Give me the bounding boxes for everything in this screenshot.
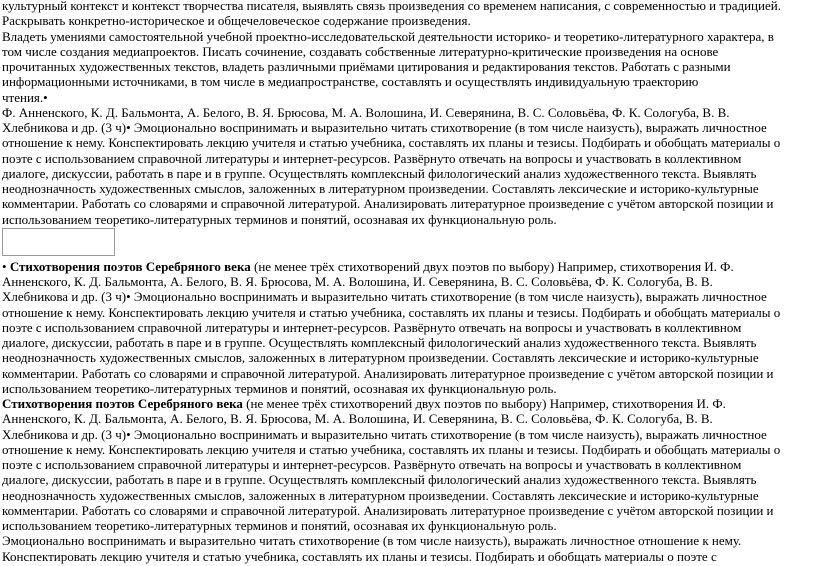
bullet-icon: •: [2, 258, 7, 274]
paragraph-closing: Эмоционально воспринимать и выразительно читать стихотворение (в том числе наизусть), выражать личностное отношение к нему. Конспектировать лекцию учителя и статью учебника, составлять их планы и тезисы. Подбирать и обобщать материалы о поэте с: [2, 533, 742, 564]
paragraph-intro: культурный контекст и контекст творчества писателя, выявлять связь произведения со временем написания, с современностью и традицией. Раскрывать конкретно-историческое и общечеловеческое содержание произведения. Владеть умениями самостоятельной учебной проектно-исследовательской деятельности историко- и теоретико-литературного характера, в том числе создания медиапроектов. Писать сочинение, создавать собственные литературно-критические произведения на основе прочитанных художественных текстов, владеть различными приёмами цитирования и редактирования текстов. Работать с разными информационными источниками, в том числе в медиапространстве, составлять и осуществлять индивидуальную траекторию чтения.• Ф. Анненского, К. Д. Бальмонта, А. Белого, В. Я. Брюсова, М. А. Волошина, И. Северянина, В. С. Соловьёва, Ф. К. Сологуба, В. В. Хлебникова и др. (3 ч)• Эмоционально воспринимать и выразительно читать стихотворение (в том числе наизусть), выражать личностное отношение к нему. Конспектировать лекцию учителя и статью учебника, составлять их планы и тезисы. Подбирать и обобщать материалы о поэте с использованием справочной литературы и интернет-ресурсов. Развёрнуто отвечать на вопросы и участвовать в коллективном диалоге, дискуссии, работать в паре и в группе. Осуществлять комплексный филологический анализ художественного текста. Выявлять неоднозначность художественных смыслов, заложенных в литературном произведении. Составлять лексические и историко-культурные комментарии. Работать со словарями и справочной литературой. Анализировать литературное произведение с учётом авторской позиции и использованием теоретико-литературных терминов и понятий, осознавая их функциональную роль.: [2, 0, 781, 227]
paragraph-silver-age-1: • Стихотворения поэтов Серебряного века (не менее трёх стихотворений двух поэтов по выбору) Например, стихотворения И. Ф. Анненского, К. Д. Бальмонта, А. Белого, В. Я. Брюсова, М. А. Волошина, И. Северянина, В. С. Соловьёва, Ф. К. Сологуба, В. В. Хлебникова и др. (3 ч)• Эмоционально воспринимать и выразительно читать стихотворение (в том числе наизусть), выражать личностное отношение к нему. Конспектировать лекцию учителя и статью учебника, составлять их планы и тезисы. Подбирать и обобщать материалы о поэте с использованием справочной литературы и интернет-ресурсов. Развёрнуто отвечать на вопросы и участвовать в коллективном диалоге, дискуссии, работать в паре и в группе. Осуществлять комплексный филологический анализ художественного текста. Выявлять неоднозначность художественных смыслов, заложенных в литературном произведении. Составлять лексические и историко-культурные комментарии. Работать со словарями и справочной литературой. Анализировать литературное произведение с учётом авторской позиции и использованием теоретико-литературных терминов и понятий, осознавая их функциональную роль.: [2, 258, 781, 396]
bullet-icon: •: [126, 289, 131, 305]
bullet-icon: •: [126, 426, 131, 442]
empty-table-cell: [2, 228, 115, 256]
paragraph-silver-age-2: Стихотворения поэтов Серебряного века (не менее трёх стихотворений двух поэтов по выбору) Например, стихотворения И. Ф. Анненского, К. Д. Бальмонта, А. Белого, В. Я. Брюсова, М. А. Волошина, И. Северянина, В. С. Соловьёва, Ф. К. Сологуба, В. В. Хлебникова и др. (3 ч)• Эмоционально воспринимать и выразительно читать стихотворение (в том числе наизусть), выражать личностное отношение к нему. Конспектировать лекцию учителя и статью учебника, составлять их планы и тезисы. Подбирать и обобщать материалы о поэте с использованием справочной литературы и интернет-ресурсов. Развёрнуто отвечать на вопросы и участвовать в коллективном диалоге, дискуссии, работать в паре и в группе. Осуществлять комплексный филологический анализ художественного текста. Выявлять неоднозначность художественных смыслов, заложенных в литературном произведении. Составлять лексические и историко-культурные комментарии. Работать со словарями и справочной литературой. Анализировать литературное произведение с учётом авторской позиции и использованием теоретико-литературных терминов и понятий, осознавая их функциональную роль.: [2, 396, 781, 533]
bullet-icon: •: [43, 89, 48, 105]
section-title: Стихотворения поэтов Серебряного века: [9, 258, 251, 274]
bullet-icon: •: [126, 120, 131, 135]
section-title: Стихотворения поэтов Серебряного века: [2, 396, 243, 411]
